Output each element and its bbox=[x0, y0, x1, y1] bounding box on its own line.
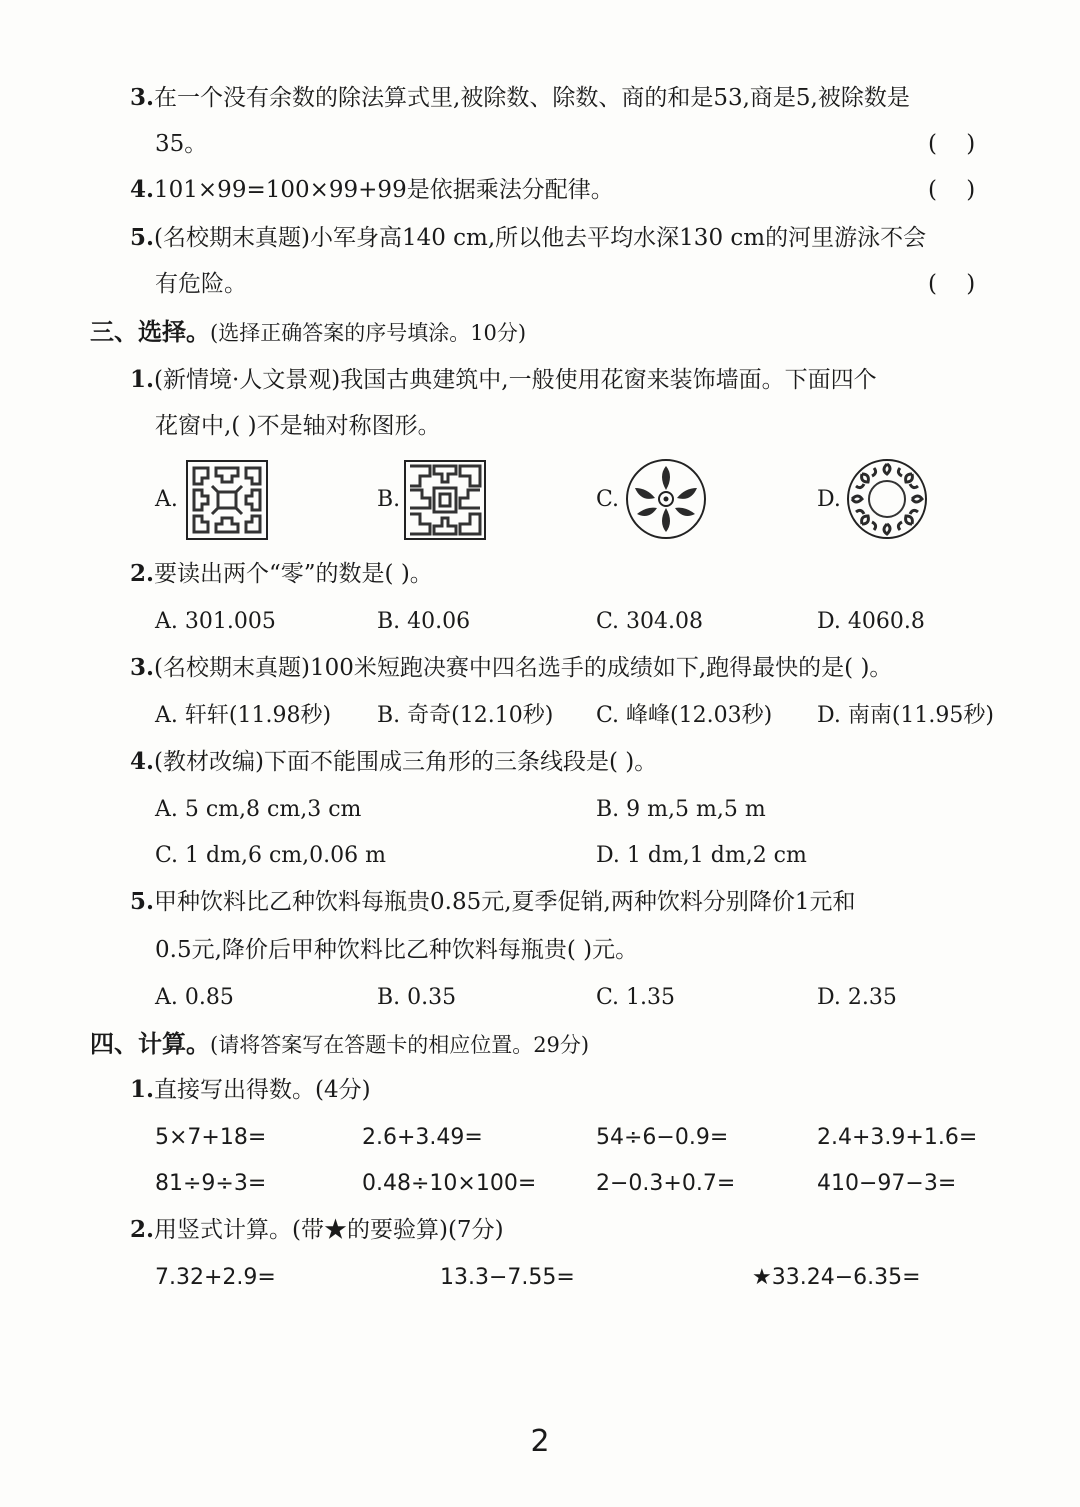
question-number: 5. bbox=[130, 888, 155, 915]
oral-calc-item[interactable]: 2.4+3.9+1.6= bbox=[817, 1125, 978, 1150]
oral-calc-item[interactable]: 81÷9÷3= bbox=[155, 1171, 267, 1196]
question-number: 5. bbox=[130, 224, 155, 251]
choice-q2: 2.要读出两个“零”的数是( )。 bbox=[130, 560, 433, 587]
oral-calc-item[interactable]: 2−0.3+0.7= bbox=[596, 1171, 736, 1196]
option-a[interactable]: A. 轩轩(11.98秒) bbox=[155, 703, 332, 728]
calc-q1: 1.直接写出得数。(4分) bbox=[130, 1076, 371, 1103]
option-c[interactable]: C. 304.08 bbox=[596, 609, 704, 634]
oral-calc-item[interactable]: 54÷6−0.9= bbox=[596, 1125, 729, 1150]
option-a[interactable]: A. 301.005 bbox=[155, 609, 276, 634]
choice-q1-line1: 1.(新情境·人文景观)我国古典建筑中,一般使用花窗来装饰墙面。下面四个 bbox=[130, 366, 877, 393]
option-a[interactable]: A. 5 cm,8 cm,3 cm bbox=[155, 797, 362, 822]
section-note: (选择正确答案的序号填涂。10分) bbox=[210, 321, 527, 345]
lattice-window-a bbox=[186, 460, 268, 540]
page-number: 2 bbox=[530, 1424, 550, 1459]
round-window-d bbox=[846, 458, 928, 540]
option-d[interactable]: D. 1 dm,1 dm,2 cm bbox=[596, 843, 807, 868]
option-d[interactable]: D. 南南(11.95秒) bbox=[817, 703, 994, 728]
option-a[interactable]: A. 0.85 bbox=[155, 985, 234, 1010]
question-number: 4. bbox=[130, 176, 155, 203]
question-number: 1. bbox=[130, 366, 155, 393]
oral-calc-item[interactable]: 410−97−3= bbox=[817, 1171, 957, 1196]
judge-q3-line1: 3.在一个没有余数的除法算式里,被除数、除数、商的和是53,商是5,被除数是 bbox=[130, 84, 910, 111]
section-note: (请将答案写在答题卡的相应位置。29分) bbox=[210, 1033, 590, 1057]
option-b[interactable]: B. 0.35 bbox=[377, 985, 457, 1010]
choice-q5-line2: 0.5元,降价后甲种饮料比乙种饮料每瓶贵( )元。 bbox=[155, 937, 639, 963]
option-label-a[interactable]: A. bbox=[155, 487, 178, 512]
question-number: 4. bbox=[130, 748, 155, 775]
round-window-c bbox=[625, 458, 707, 540]
option-b[interactable]: B. 奇奇(12.10秒) bbox=[377, 703, 554, 728]
answer-paren[interactable]: ( ) bbox=[928, 177, 976, 203]
option-label-c[interactable]: C. bbox=[596, 487, 620, 512]
section-3-title: 三、选择。(选择正确答案的序号填涂。10分) bbox=[90, 317, 527, 346]
option-d[interactable]: D. 4060.8 bbox=[817, 609, 925, 634]
judge-q4: 4.101×99=100×99+99是依据乘法分配律。 bbox=[130, 176, 614, 203]
judge-q5-line2: 有危险。 bbox=[155, 271, 247, 297]
answer-paren[interactable]: ( ) bbox=[928, 271, 976, 297]
choice-q3: 3.(名校期末真题)100米短跑决赛中四名选手的成绩如下,跑得最快的是( )。 bbox=[130, 654, 893, 681]
vertical-calc-item[interactable]: 7.32+2.9= bbox=[155, 1265, 276, 1290]
choice-q1-line2: 花窗中,( )不是轴对称图形。 bbox=[155, 413, 441, 439]
judge-q5-line1: 5.(名校期末真题)小军身高140 cm,所以他去平均水深130 cm的河里游泳不会 bbox=[130, 224, 927, 251]
option-d[interactable]: D. 2.35 bbox=[817, 985, 897, 1010]
choice-q5-line1: 5.甲种饮料比乙种饮料每瓶贵0.85元,夏季促销,两种饮料分别降价1元和 bbox=[130, 888, 856, 915]
option-c[interactable]: C. 峰峰(12.03秒) bbox=[596, 703, 773, 728]
vertical-calc-item[interactable]: 13.3−7.55= bbox=[440, 1265, 575, 1290]
oral-calc-item[interactable]: 0.48÷10×100= bbox=[362, 1171, 537, 1196]
question-number: 3. bbox=[130, 84, 155, 111]
question-number: 3. bbox=[130, 654, 155, 681]
option-b[interactable]: B. 40.06 bbox=[377, 609, 471, 634]
section-4-title: 四、计算。(请将答案写在答题卡的相应位置。29分) bbox=[90, 1029, 590, 1058]
option-label-d[interactable]: D. bbox=[817, 487, 841, 512]
calc-q2: 2.用竖式计算。(带★的要验算)(7分) bbox=[130, 1216, 504, 1243]
answer-paren[interactable]: ( ) bbox=[928, 131, 976, 157]
question-number: 2. bbox=[130, 560, 155, 587]
judge-q3-line2: 35。 bbox=[155, 131, 208, 157]
oral-calc-item[interactable]: 2.6+3.49= bbox=[362, 1125, 483, 1150]
vertical-calc-item[interactable]: ★33.24−6.35= bbox=[752, 1265, 921, 1290]
oral-calc-item[interactable]: 5×7+18= bbox=[155, 1125, 267, 1150]
lattice-window-b bbox=[404, 460, 486, 540]
question-number: 1. bbox=[130, 1076, 155, 1103]
option-b[interactable]: B. 9 m,5 m,5 m bbox=[596, 797, 766, 822]
question-number: 2. bbox=[130, 1216, 155, 1243]
option-c[interactable]: C. 1 dm,6 cm,0.06 m bbox=[155, 843, 386, 868]
option-label-b[interactable]: B. bbox=[377, 487, 401, 512]
option-c[interactable]: C. 1.35 bbox=[596, 985, 676, 1010]
choice-q4: 4.(教材改编)下面不能围成三角形的三条线段是( )。 bbox=[130, 748, 658, 775]
